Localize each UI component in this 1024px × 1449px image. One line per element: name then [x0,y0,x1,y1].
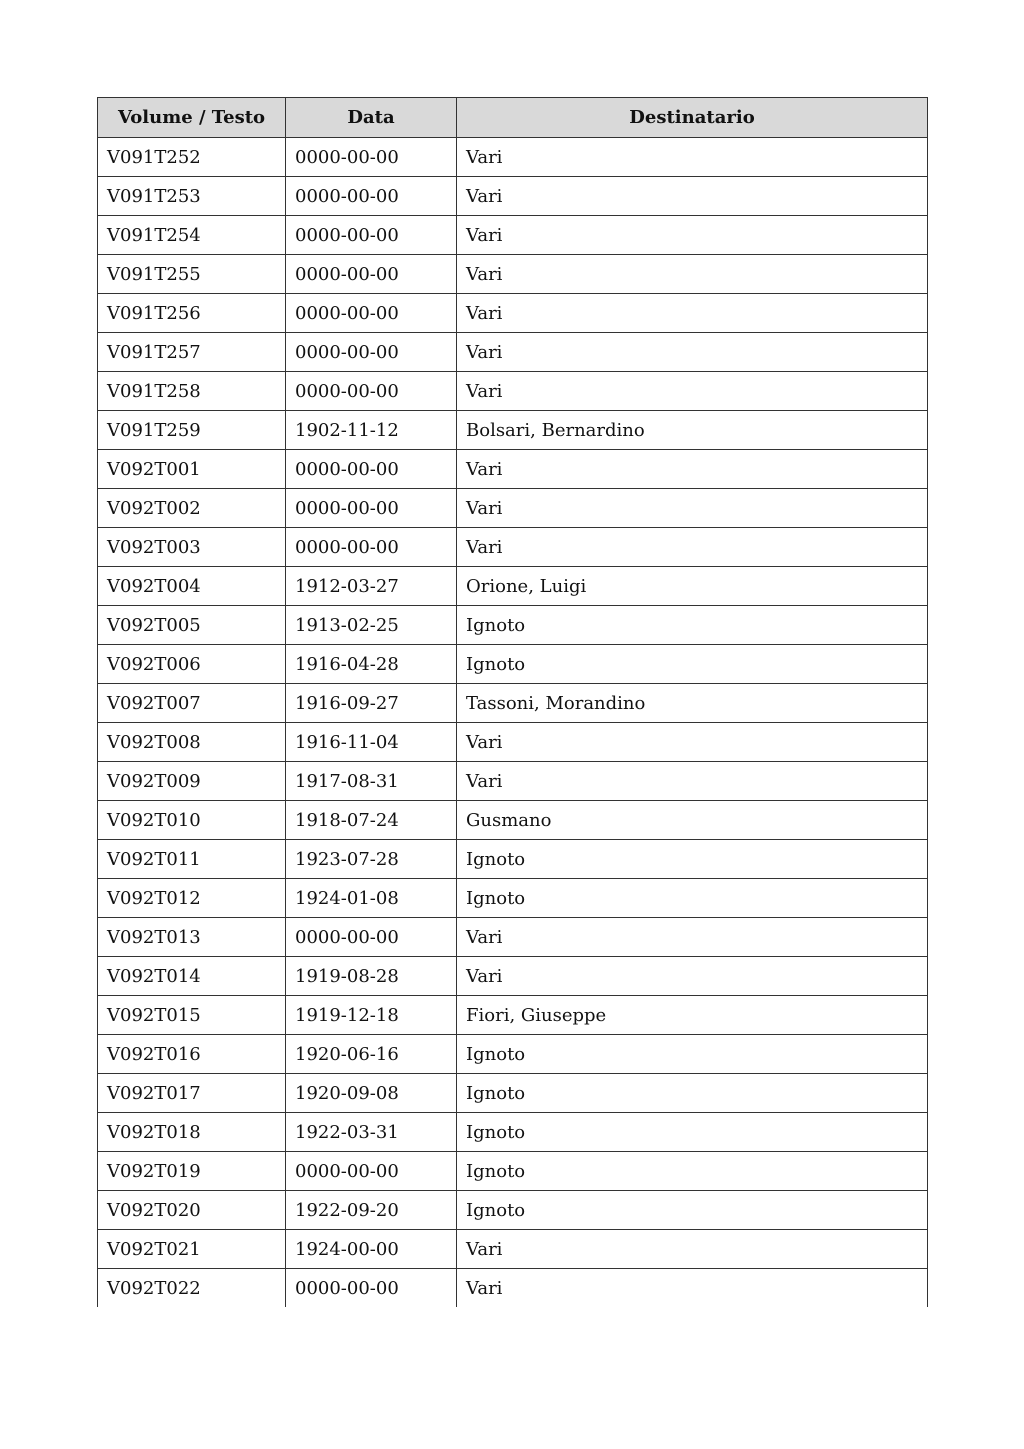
cell-data: 0000-00-00 [286,1152,457,1191]
cell-data: 1923-07-28 [286,840,457,879]
cell-volume-testo: V092T012 [98,879,286,918]
cell-destinatario: Vari [457,333,928,372]
header-data: Data [286,98,457,138]
cell-data: 0000-00-00 [286,918,457,957]
table-row [98,996,928,1035]
cell-destinatario: Ignoto [457,840,928,879]
table-row [98,840,928,879]
cell-volume-testo: V092T005 [98,606,286,645]
cell-volume-testo: V092T002 [98,489,286,528]
cell-data: 0000-00-00 [286,255,457,294]
table-row [98,762,928,801]
cell-data: 0000-00-00 [286,216,457,255]
cell-data: 1902-11-12 [286,411,457,450]
cell-volume-testo: V092T011 [98,840,286,879]
cell-volume-testo: V092T021 [98,1230,286,1269]
cell-destinatario: Vari [457,255,928,294]
cell-destinatario: Ignoto [457,1191,928,1230]
table-row [98,1191,928,1230]
cell-destinatario: Vari [457,918,928,957]
table-row [98,1230,928,1269]
cell-data: 1916-04-28 [286,645,457,684]
letters-table [97,97,928,1307]
table-row [98,684,928,723]
cell-destinatario: Vari [457,372,928,411]
cell-data: 0000-00-00 [286,177,457,216]
cell-volume-testo: V091T256 [98,294,286,333]
cell-destinatario: Ignoto [457,645,928,684]
cell-destinatario: Vari [457,138,928,177]
cell-destinatario: Gusmano [457,801,928,840]
cell-volume-testo: V091T255 [98,255,286,294]
cell-volume-testo: V092T015 [98,996,286,1035]
cell-volume-testo: V092T010 [98,801,286,840]
cell-destinatario: Ignoto [457,1113,928,1152]
table-row [98,528,928,567]
table-row [98,645,928,684]
cell-data: 1924-01-08 [286,879,457,918]
cell-data: 1913-02-25 [286,606,457,645]
cell-destinatario: Bolsari, Bernardino [457,411,928,450]
cell-data: 0000-00-00 [286,138,457,177]
table-row [98,1269,928,1308]
cell-destinatario: Ignoto [457,606,928,645]
cell-data: 1916-11-04 [286,723,457,762]
cell-data: 1920-06-16 [286,1035,457,1074]
cell-data: 1922-03-31 [286,1113,457,1152]
cell-data: 1920-09-08 [286,1074,457,1113]
cell-destinatario: Ignoto [457,1152,928,1191]
cell-volume-testo: V091T257 [98,333,286,372]
table-row [98,294,928,333]
cell-destinatario: Tassoni, Morandino [457,684,928,723]
cell-volume-testo: V092T004 [98,567,286,606]
table-row [98,372,928,411]
cell-destinatario: Vari [457,294,928,333]
cell-volume-testo: V092T008 [98,723,286,762]
cell-volume-testo: V092T006 [98,645,286,684]
cell-data: 1912-03-27 [286,567,457,606]
header-volume-testo: Volume / Testo [98,98,286,138]
cell-data: 0000-00-00 [286,333,457,372]
cell-destinatario: Vari [457,216,928,255]
cell-data: 1919-12-18 [286,996,457,1035]
cell-data: 0000-00-00 [286,450,457,489]
cell-destinatario: Fiori, Giuseppe [457,996,928,1035]
cell-destinatario: Vari [457,177,928,216]
table-row [98,138,928,177]
cell-destinatario: Orione, Luigi [457,567,928,606]
table-body [98,138,928,1308]
cell-volume-testo: V091T258 [98,372,286,411]
cell-volume-testo: V092T009 [98,762,286,801]
table-row [98,177,928,216]
cell-volume-testo: V092T017 [98,1074,286,1113]
table-row [98,216,928,255]
cell-data: 0000-00-00 [286,489,457,528]
cell-volume-testo: V092T014 [98,957,286,996]
cell-destinatario: Vari [457,1269,928,1308]
cell-data: 0000-00-00 [286,528,457,567]
cell-volume-testo: V091T253 [98,177,286,216]
cell-volume-testo: V092T018 [98,1113,286,1152]
cell-destinatario: Vari [457,1230,928,1269]
table-row [98,411,928,450]
table-row [98,957,928,996]
cell-data: 1922-09-20 [286,1191,457,1230]
table-row [98,1074,928,1113]
cell-destinatario: Vari [457,528,928,567]
table-row [98,1113,928,1152]
cell-destinatario: Vari [457,762,928,801]
cell-destinatario: Ignoto [457,1035,928,1074]
cell-destinatario: Vari [457,723,928,762]
cell-volume-testo: V091T254 [98,216,286,255]
cell-volume-testo: V091T252 [98,138,286,177]
document-table-container [97,97,927,1307]
table-row [98,918,928,957]
cell-volume-testo: V092T019 [98,1152,286,1191]
cell-volume-testo: V092T022 [98,1269,286,1308]
cell-volume-testo: V092T020 [98,1191,286,1230]
table-row [98,255,928,294]
table-row [98,723,928,762]
cell-destinatario: Vari [457,450,928,489]
table-row [98,1152,928,1191]
table-row [98,801,928,840]
cell-volume-testo: V092T001 [98,450,286,489]
table-row [98,879,928,918]
table-row [98,333,928,372]
cell-volume-testo: V092T007 [98,684,286,723]
table-header-row [98,98,928,138]
table-row [98,606,928,645]
cell-data: 1918-07-24 [286,801,457,840]
cell-data: 1916-09-27 [286,684,457,723]
cell-volume-testo: V092T016 [98,1035,286,1074]
cell-volume-testo: V092T013 [98,918,286,957]
header-destinatario: Destinatario [457,98,928,138]
table-row [98,489,928,528]
cell-data: 0000-00-00 [286,372,457,411]
cell-destinatario: Vari [457,489,928,528]
table-row [98,567,928,606]
cell-data: 1924-00-00 [286,1230,457,1269]
cell-destinatario: Ignoto [457,879,928,918]
table-row [98,450,928,489]
cell-data: 1917-08-31 [286,762,457,801]
table-row [98,1035,928,1074]
cell-data: 1919-08-28 [286,957,457,996]
cell-volume-testo: V091T259 [98,411,286,450]
cell-data: 0000-00-00 [286,294,457,333]
cell-destinatario: Ignoto [457,1074,928,1113]
cell-data: 0000-00-00 [286,1269,457,1308]
cell-destinatario: Vari [457,957,928,996]
cell-volume-testo: V092T003 [98,528,286,567]
